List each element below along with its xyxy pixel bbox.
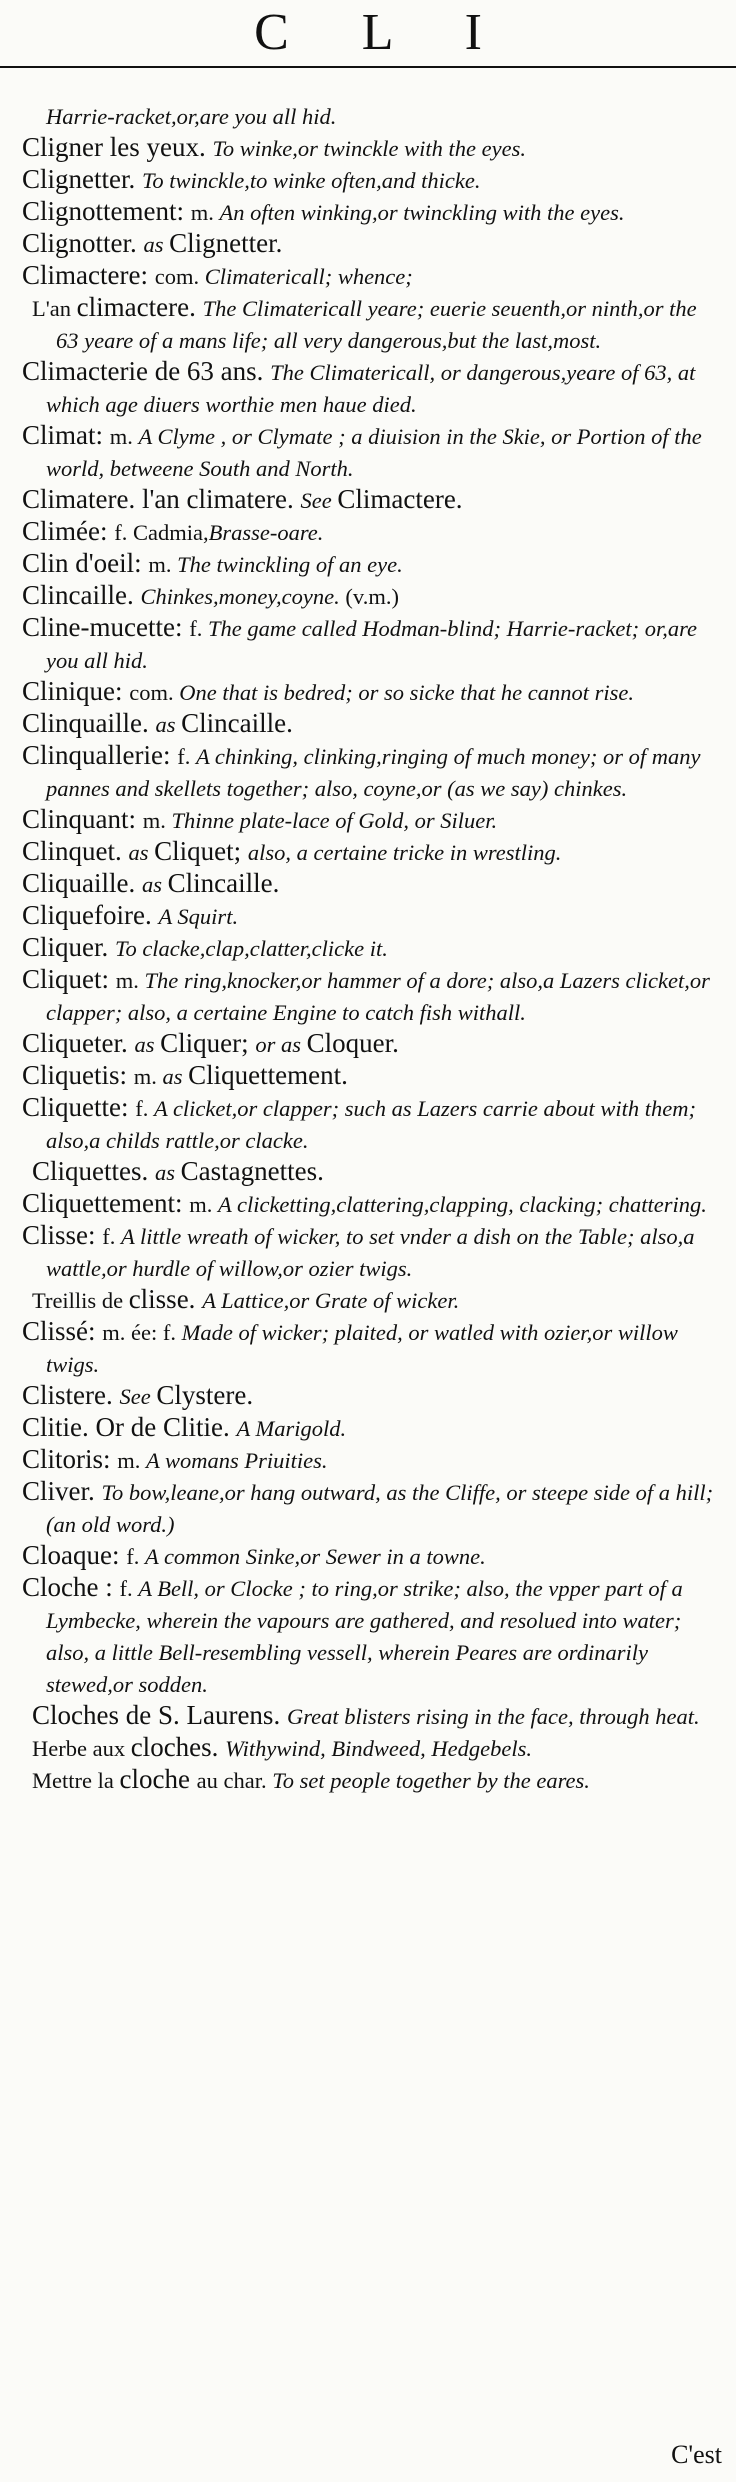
grammar-label: m. ée: f. <box>102 1320 182 1345</box>
dictionary-entry <box>22 1700 722 1732</box>
definition-text: To clacke,clap,clatter,clicke it. <box>115 936 388 961</box>
headword: Clincaille. <box>167 868 280 898</box>
definition-text: The twinckling of an eye. <box>177 552 403 577</box>
dictionary-entry <box>22 132 722 164</box>
headword: Clin d'oeil: <box>22 548 149 578</box>
dictionary-entry <box>22 420 722 484</box>
grammar-label: f. Cadmia, <box>114 520 209 545</box>
headword: Cliquetis: <box>22 1060 134 1090</box>
definition-text: as <box>162 1064 189 1089</box>
headword: Clisse: <box>22 1220 103 1250</box>
headword: Cliquer. <box>22 932 115 962</box>
grammar-label: L'an <box>32 296 77 321</box>
dictionary-entry <box>22 1412 722 1444</box>
dictionary-entry <box>22 1380 722 1412</box>
dictionary-entry <box>22 356 722 420</box>
dictionary-entry <box>22 612 722 676</box>
grammar-label: m. <box>109 424 139 449</box>
grammar-label: m. <box>142 808 172 833</box>
dictionary-entry <box>22 1028 722 1060</box>
headword: Cliquaille. <box>22 868 142 898</box>
dictionary-entry <box>22 1572 722 1700</box>
definition-text: A common Sinke,or Sewer in a towne. <box>144 1544 486 1569</box>
definition-text: An often winking,or twinckling with the eyes. <box>219 200 625 225</box>
dictionary-entry <box>22 292 722 356</box>
headword: Climatere. l'an climatere. <box>22 484 301 514</box>
dictionary-entry <box>22 1732 722 1764</box>
dictionary-entry <box>22 1092 722 1156</box>
headword: Clinquaille. <box>22 708 156 738</box>
headword: Clincaille. <box>181 708 293 738</box>
definition-text: as <box>155 1160 181 1185</box>
definition-text: also, a certaine tricke in wrestling. <box>247 840 562 865</box>
dictionary-entry <box>22 708 722 740</box>
grammar-label: m. <box>189 1192 218 1217</box>
headword: Clinquant: <box>22 804 143 834</box>
grammar-label: (v.m.) <box>345 584 399 609</box>
definition-text: The game called Hodman-blind; Harrie-racket; or,are you all hid. <box>46 616 698 673</box>
headword: cloches. <box>130 1732 226 1762</box>
grammar-label: f. <box>135 1096 154 1121</box>
dictionary-entry <box>22 484 722 516</box>
dictionary-entry <box>22 1764 722 1796</box>
definition-text: Great blisters rising in the face, through heat. <box>286 1704 700 1729</box>
definition-text: See <box>300 488 338 513</box>
definition-text: To twinckle,to winke often,and thicke. <box>141 168 481 193</box>
dictionary-entry <box>22 740 722 804</box>
grammar-label: m. <box>190 200 220 225</box>
dictionary-entry <box>22 1476 722 1540</box>
definition-text: A clicketting,clattering,clapping, clacking; chattering. <box>218 1192 707 1217</box>
dictionary-entry <box>22 164 722 196</box>
grammar-label: com. <box>154 264 205 289</box>
catchword: C'est <box>671 2440 722 2469</box>
definition-text: Brasse-oare. <box>208 520 324 545</box>
definition-text: One that is bedred; or so sicke that he cannot rise. <box>179 680 634 705</box>
dictionary-entry <box>22 260 722 292</box>
grammar-label: f. <box>177 744 196 769</box>
definition-text: A Lattice,or Grate of wicker. <box>202 1288 460 1313</box>
grammar-label: f. <box>102 1224 122 1249</box>
headword: Cliquet; <box>154 836 248 866</box>
definition-text: or as <box>255 1032 307 1057</box>
headword: Clitoris: <box>22 1444 118 1474</box>
definition-text: as <box>141 872 168 897</box>
headword: Cliquer; <box>160 1028 256 1058</box>
headword: clisse. <box>128 1284 203 1314</box>
headword: Cliqueter. <box>22 1028 135 1058</box>
definition-text: To bow,leane,or hang outward, as the Cliffe, or steepe side of a hill; (an old word.) <box>46 1480 714 1537</box>
definition-text: The Climatericall, or dangerous,yeare of 63, at which age diuers worthie men haue died. <box>46 360 696 417</box>
definition-text: as <box>143 232 170 257</box>
dictionary-entry <box>22 932 722 964</box>
headword: climactere. <box>76 292 203 322</box>
headword: cloche <box>119 1764 197 1794</box>
dictionary-entry <box>22 516 722 548</box>
definition-text: Thinne plate-lace of Gold, or Siluer. <box>171 808 498 833</box>
dictionary-entry <box>22 1284 722 1316</box>
definition-text: as <box>155 712 182 737</box>
headword: Clignotter. <box>22 228 144 258</box>
definition-text: Climatericall; whence; <box>204 264 413 289</box>
definition-text: Harrie-racket,or,are you all hid. <box>46 104 337 129</box>
headword: Climacterie de 63 ans. <box>22 356 271 386</box>
grammar-label: f. <box>126 1544 145 1569</box>
definition-text: A Marigold. <box>236 1416 347 1441</box>
grammar-label: m. <box>115 968 145 993</box>
dictionary-entry <box>22 548 722 580</box>
headword: Clinquet. <box>22 836 129 866</box>
grammar-label: com. <box>129 680 180 705</box>
headword: Clignetter. <box>169 228 283 258</box>
definition-text: Withywind, Bindweed, Hedgebels. <box>225 1736 532 1761</box>
definition-text: A Bell, or Clocke ; to ring,or strike; also, the vpper part of a Lymbecke, wherein the vapours are gathered, and resolued into water; also, a little Bell-resembling vessell, wherein Peares are ordinarily stewed,or sodden. <box>46 1576 683 1697</box>
definition-text: as <box>134 1032 161 1057</box>
dictionary-entry <box>22 1444 722 1476</box>
headword: Climactere: <box>22 260 155 290</box>
entry-list <box>22 100 722 1796</box>
dictionary-entry <box>22 228 722 260</box>
definition-text: A clicket,or clapper; such as Lazers carrie about with them; also,a childs rattle,or clacke. <box>46 1096 696 1153</box>
headword: Climactere. <box>337 484 463 514</box>
headword: Cligner les yeux. <box>22 132 213 162</box>
dictionary-entry <box>22 1060 722 1092</box>
headword: Cliquettes. <box>32 1156 155 1186</box>
headword: Clystere. <box>156 1380 254 1410</box>
grammar-label: Treillis de <box>32 1288 129 1313</box>
definition-text: Chinkes,money,coyne. <box>140 584 346 609</box>
definition-text: A Clyme , or Clymate ; a diuision in the Skie, or Portion of the world, betweene South and North. <box>46 424 702 481</box>
headword: Cloche : <box>22 1572 120 1602</box>
headword: Clissé: <box>22 1316 103 1346</box>
page-header <box>0 0 736 70</box>
dictionary-entry <box>22 676 722 708</box>
dictionary-entry <box>22 1156 722 1188</box>
headword: Clignottement: <box>22 196 191 226</box>
dictionary-entry <box>22 580 722 612</box>
headword: Cliquet: <box>22 964 116 994</box>
definition-text: To winke,or twinckle with the eyes. <box>212 136 526 161</box>
definition-text: A little wreath of wicker, to set vnder a dish on the Table; also,a wattle,or hurdle of willow,or ozier twigs. <box>46 1224 695 1281</box>
dictionary-entry <box>22 1188 722 1220</box>
dictionary-entry <box>22 804 722 836</box>
dictionary-entry <box>22 1316 722 1380</box>
headword: Clistere. <box>22 1380 120 1410</box>
header-rule <box>0 66 736 68</box>
headword: Cloches de S. Laurens. <box>32 1700 287 1730</box>
grammar-label: Mettre la <box>32 1768 120 1793</box>
headword: Clitie. Or de Clitie. <box>22 1412 237 1442</box>
headword: Cliquettement. <box>188 1060 348 1090</box>
headword: Cliver. <box>22 1476 102 1506</box>
headword: Castagnettes. <box>180 1156 324 1186</box>
running-head: C L I <box>254 4 512 61</box>
definition-text: See <box>119 1384 157 1409</box>
definition-text: The Climatericall yeare; euerie seuenth,or ninth,or the 63 yeare of a mans life; all very dangerous,but the last,most. <box>56 296 697 353</box>
definition-text: To set people together by the eares. <box>272 1768 590 1793</box>
definition-text: A womans Priuities. <box>146 1448 328 1473</box>
headword: Clinquallerie: <box>22 740 178 770</box>
headword: Cliquette: <box>22 1092 136 1122</box>
grammar-label: m. <box>148 552 178 577</box>
grammar-label: Herbe aux <box>32 1736 131 1761</box>
definition-text: A Squirt. <box>158 904 239 929</box>
headword: Climée: <box>22 516 115 546</box>
headword: Cloaque: <box>22 1540 127 1570</box>
grammar-label: f. <box>189 616 208 641</box>
headword: Cliquettement: <box>22 1188 190 1218</box>
definition-text: The ring,knocker,or hammer of a dore; also,a Lazers clicket,or clapper; also, a certaine Engine to catch fish withall. <box>46 968 710 1025</box>
headword: Clinique: <box>22 676 130 706</box>
headword: Climat: <box>22 420 110 450</box>
headword: Cline-mucette: <box>22 612 190 642</box>
grammar-label: au char. <box>196 1768 273 1793</box>
headword: Clignetter. <box>22 164 142 194</box>
dictionary-entry <box>22 836 722 868</box>
headword: Clincaille. <box>22 580 141 610</box>
dictionary-entry <box>22 964 722 1028</box>
dictionary-entry <box>22 196 722 228</box>
headword: Cloquer. <box>306 1028 399 1058</box>
grammar-label: f. <box>119 1576 139 1601</box>
definition-text: as <box>128 840 155 865</box>
dictionary-entry <box>22 1220 722 1284</box>
headword: Cliquefoire. <box>22 900 159 930</box>
definition-text: A chinking, clinking,ringing of much money; or of many pannes and skellets together; also, coyne,or (as we say) chinkes. <box>46 744 701 801</box>
dictionary-entry <box>22 1540 722 1572</box>
grammar-label: m. <box>133 1064 163 1089</box>
dictionary-entry <box>22 900 722 932</box>
dictionary-entry <box>22 868 722 900</box>
definition-text: Made of wicker; plaited, or watled with ozier,or willow twigs. <box>46 1320 678 1377</box>
dictionary-entry <box>22 100 722 132</box>
grammar-label: m. <box>117 1448 147 1473</box>
